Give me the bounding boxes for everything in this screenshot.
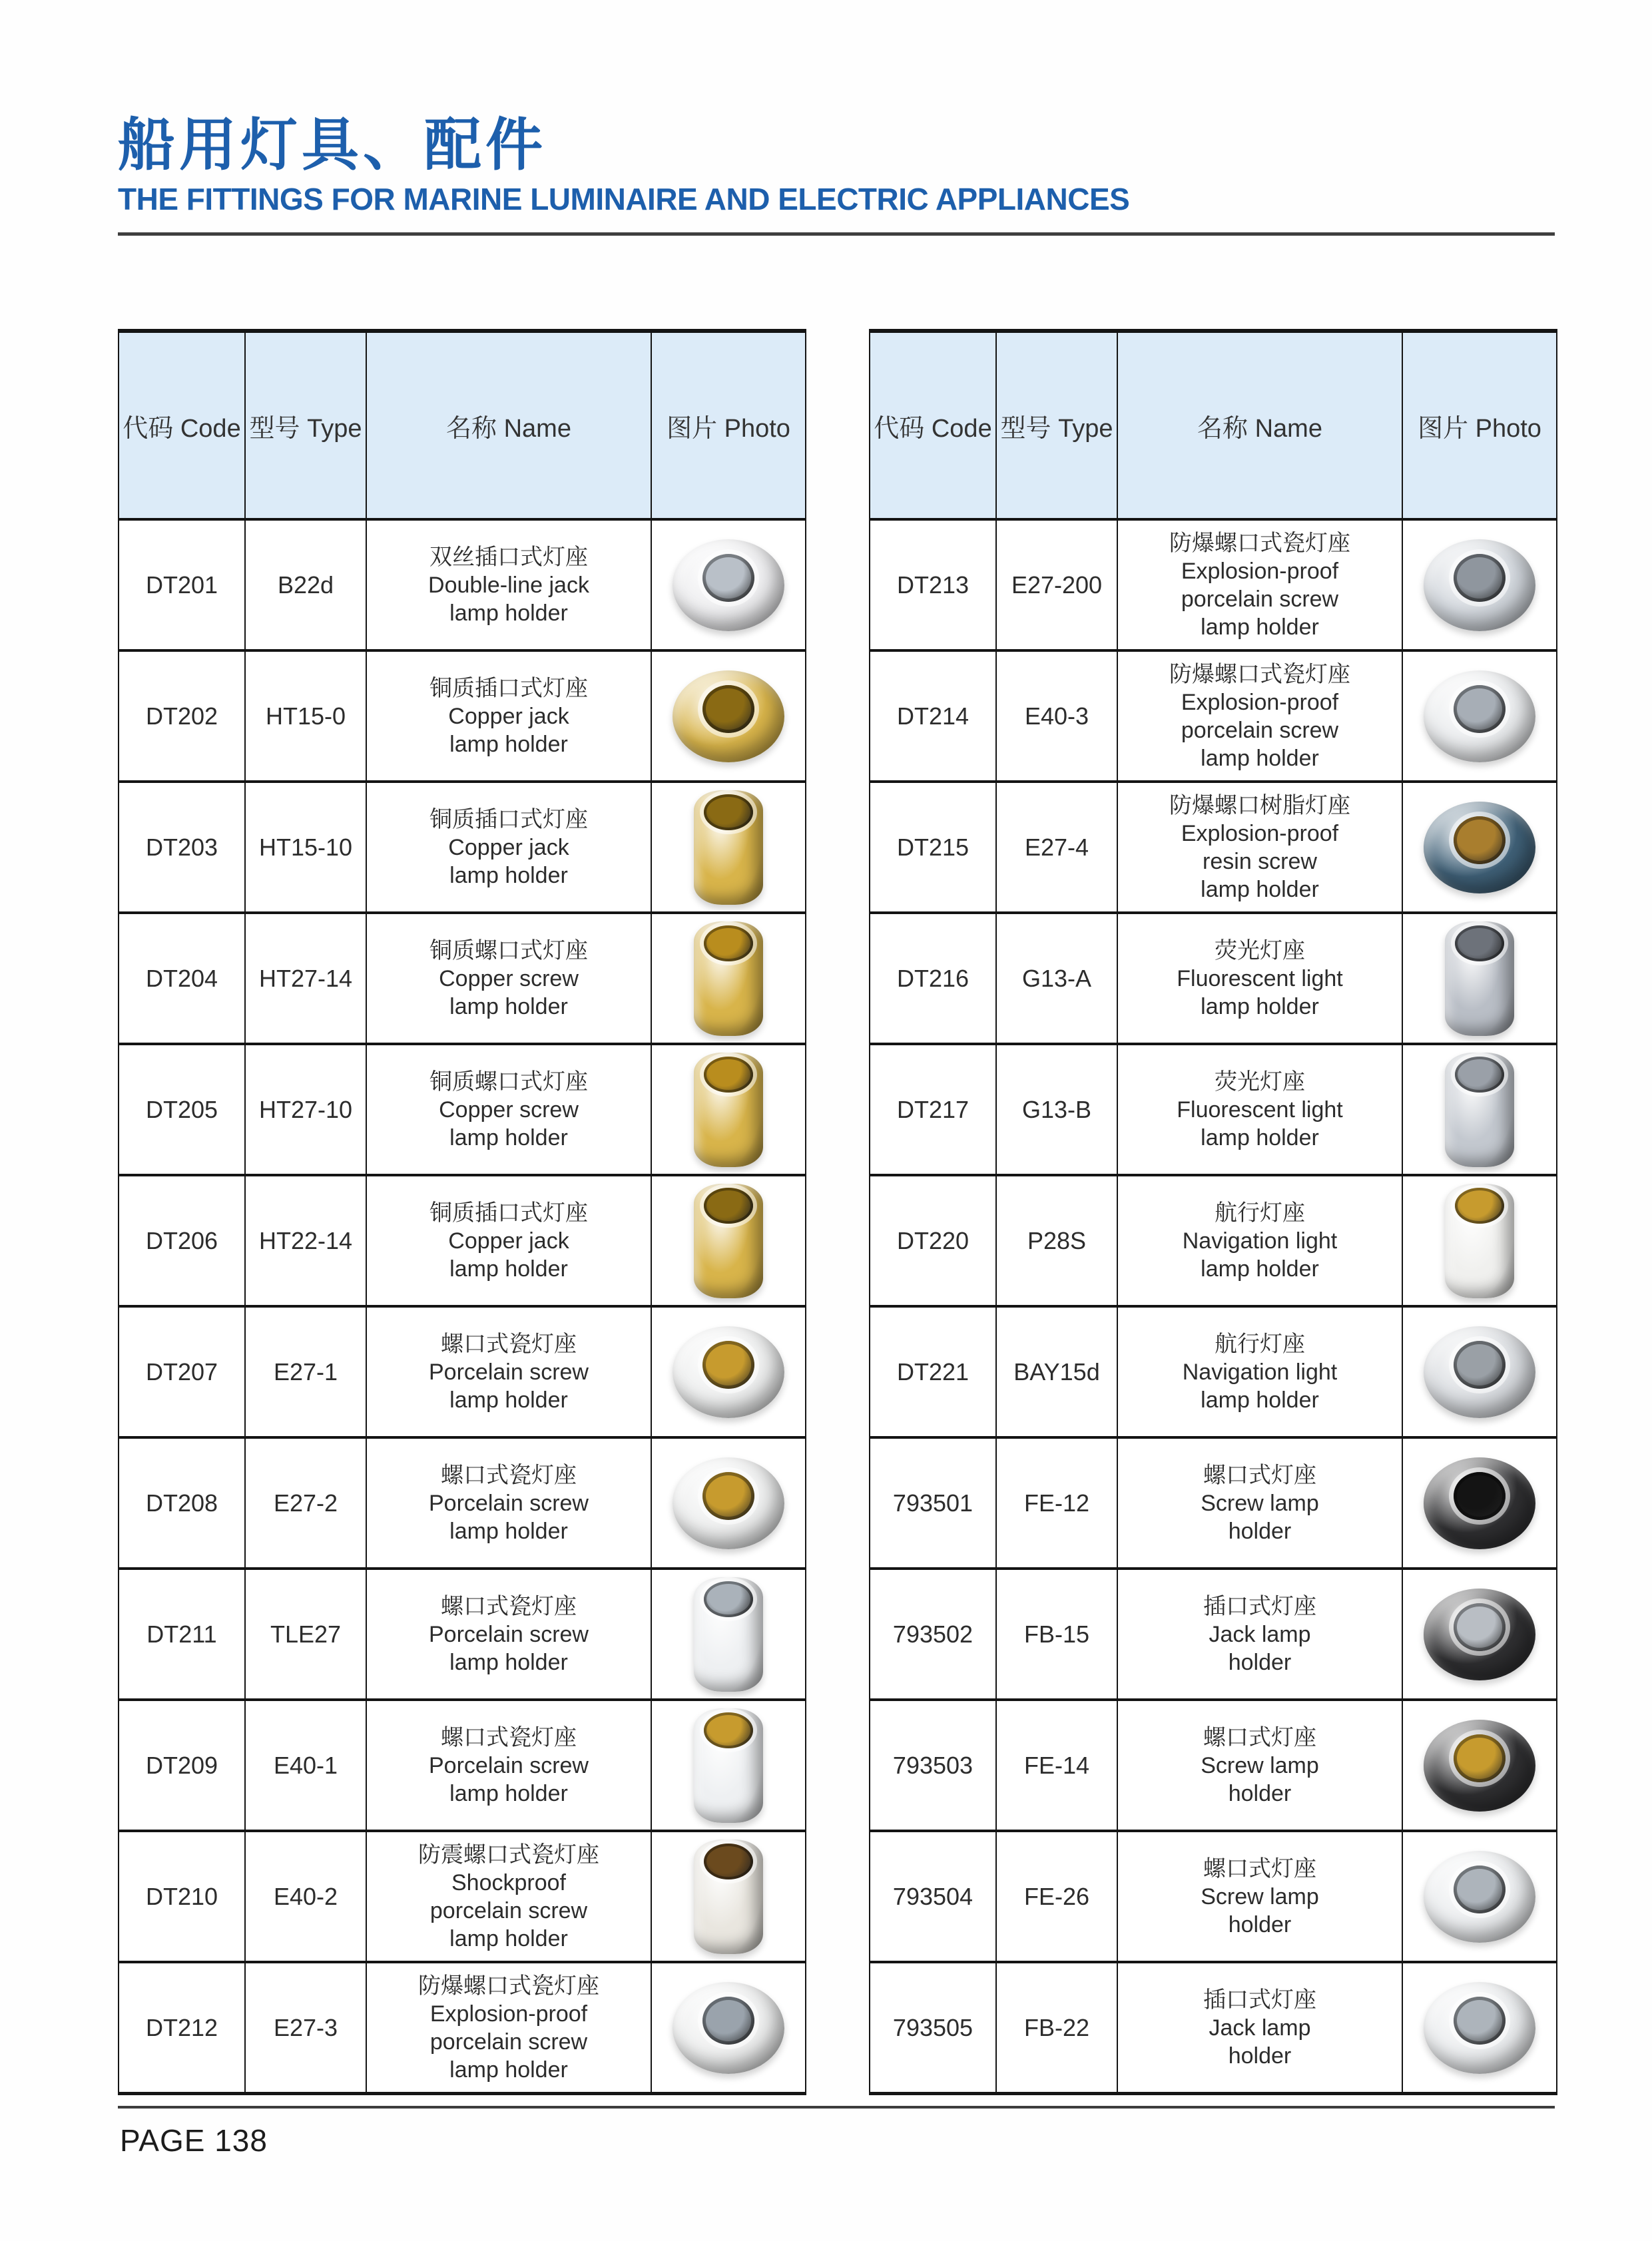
header-cell-photo: 图片 Photo <box>1402 333 1556 518</box>
table-row <box>870 1174 1556 1305</box>
lamp-socket-opening <box>1455 925 1504 961</box>
code-cell: DT201 <box>145 571 218 599</box>
lamp-socket-opening <box>1455 1057 1504 1093</box>
table-body <box>119 518 805 2092</box>
name-cell <box>1117 652 1402 780</box>
name-en-line: Screw lamp <box>1201 1752 1319 1778</box>
porcelain-screw-lamp-holder-photo <box>694 1708 763 1823</box>
name-en-line: lamp holder <box>449 731 568 757</box>
porcelain-screw-lamp-holder-photo <box>673 1457 784 1549</box>
name-en-line: Explosion-proof <box>1181 820 1339 846</box>
lamp-socket-opening <box>1454 1472 1506 1520</box>
code-cell: DT208 <box>145 1489 218 1517</box>
photo-cell <box>651 783 805 911</box>
table-row <box>870 1830 1556 1961</box>
name-cell <box>366 1701 651 1830</box>
white-jack-lamp-holder-photo <box>1424 1982 1535 2074</box>
name-cell <box>366 521 651 649</box>
catalog-table-right <box>869 329 1557 2095</box>
name-cn: 铜质螺口式灯座 <box>429 1069 588 1095</box>
name-cell <box>1117 1570 1402 1698</box>
photo-cell <box>1402 783 1556 911</box>
brass-jack-lamp-holder-photo <box>694 1184 763 1298</box>
table-row <box>870 1567 1556 1698</box>
name-en-line: Explosion-proof <box>1181 558 1339 584</box>
name-en-line: Navigation light <box>1182 1359 1338 1385</box>
type-cell: E27-3 <box>244 1963 366 2092</box>
name-en-line: holder <box>1228 1780 1292 1806</box>
name-cn: 插口式灯座 <box>1203 1987 1316 2013</box>
footer-divider <box>118 2106 1555 2109</box>
lamp-socket-opening <box>1454 1341 1506 1389</box>
table-row <box>870 1436 1556 1567</box>
name-en-line: Navigation light <box>1182 1228 1338 1254</box>
photo-cell <box>651 1701 805 1830</box>
photo-cell <box>651 1176 805 1305</box>
name-en-line: Double-line jack <box>428 572 589 598</box>
lamp-socket-opening <box>702 554 754 602</box>
explosion-proof-porcelain-screw-lamp-holder-photo <box>1424 539 1535 631</box>
code-cell: DT210 <box>145 1882 218 1910</box>
code-cell: DT209 <box>145 1751 218 1779</box>
name-en-line: lamp holder <box>449 600 568 626</box>
code-cell: DT207 <box>145 1358 218 1385</box>
photo-cell <box>651 1832 805 1961</box>
type-cell: E27-4 <box>995 783 1117 911</box>
code-cell: DT205 <box>145 1095 218 1123</box>
name-en-line: porcelain screw <box>429 2029 588 2055</box>
code-cell: 793502 <box>892 1620 973 1648</box>
name-en-line: porcelain screw <box>1181 717 1339 743</box>
photo-cell <box>1402 1963 1556 2092</box>
white-screw-lamp-holder-photo <box>1424 1851 1535 1943</box>
table-header-row <box>870 333 1556 518</box>
name-en-line: lamp holder <box>449 1518 568 1544</box>
name-en-line: Shockproof <box>451 1869 566 1895</box>
type-cell: HT15-0 <box>244 652 366 780</box>
lamp-socket-opening <box>1454 554 1506 602</box>
name-cn: 螺口式瓷灯座 <box>441 1593 577 1619</box>
table-row <box>119 1305 805 1436</box>
code-cell: 793505 <box>892 2013 973 2041</box>
table-row <box>119 1436 805 1567</box>
type-cell: E27-2 <box>244 1439 366 1567</box>
brass-screw-lamp-holder-photo <box>694 1053 763 1167</box>
type-cell: P28S <box>995 1176 1117 1305</box>
name-cell <box>1117 914 1402 1043</box>
type-cell: HT27-14 <box>244 914 366 1043</box>
type-cell: FE-26 <box>995 1832 1117 1961</box>
name-cn: 螺口式瓷灯座 <box>441 1462 577 1488</box>
explosion-proof-resin-screw-lamp-holder-photo <box>1424 802 1535 893</box>
name-en-line: lamp holder <box>1201 876 1319 902</box>
type-cell: E40-3 <box>995 652 1117 780</box>
code-cell: DT204 <box>145 964 218 992</box>
name-cell <box>1117 1308 1402 1436</box>
lamp-socket-opening <box>1454 1734 1506 1782</box>
name-cn: 螺口式瓷灯座 <box>441 1331 577 1357</box>
name-en-line: Porcelain screw <box>429 1621 589 1647</box>
table-row <box>119 1830 805 1961</box>
photo-cell <box>1402 1045 1556 1174</box>
lamp-socket-opening <box>1454 1866 1506 1913</box>
photo-cell <box>1402 1570 1556 1698</box>
name-cell <box>366 1570 651 1698</box>
name-en-line: lamp holder <box>449 1925 568 1951</box>
name-en-line: lamp holder <box>449 1124 568 1150</box>
type-cell: FE-12 <box>995 1439 1117 1567</box>
name-cn: 铜质螺口式灯座 <box>429 937 588 963</box>
header-cell-code: 代码 Code <box>870 333 995 518</box>
lamp-socket-opening <box>704 1057 753 1093</box>
name-en-line: Fluorescent light <box>1177 1097 1343 1122</box>
navigation-lamp-holder-photo <box>1445 1184 1514 1298</box>
table-row <box>870 518 1556 649</box>
name-en-line: lamp holder <box>1201 745 1319 771</box>
lamp-socket-opening <box>1454 816 1506 864</box>
type-cell: FE-14 <box>995 1701 1117 1830</box>
table-row <box>870 1961 1556 2092</box>
header-divider <box>118 232 1555 236</box>
photo-cell <box>651 1308 805 1436</box>
name-cn: 航行灯座 <box>1215 1200 1305 1226</box>
porcelain-screw-lamp-holder-photo <box>694 1577 763 1692</box>
name-cell <box>366 1045 651 1174</box>
table-row <box>870 649 1556 780</box>
fluorescent-lamp-holder-photo <box>1445 1053 1514 1167</box>
lamp-socket-opening <box>1454 685 1506 733</box>
name-en-line: resin screw <box>1203 848 1317 874</box>
brass-jack-lamp-holder-photo <box>694 790 763 905</box>
type-cell: FB-22 <box>995 1963 1117 2092</box>
table-row <box>870 1698 1556 1830</box>
code-cell: DT211 <box>146 1620 217 1648</box>
explosion-proof-porcelain-screw-lamp-holder-photo <box>673 1982 784 2074</box>
header-cell-code: 代码 Code <box>119 333 244 518</box>
table-row <box>119 1961 805 2092</box>
name-cell <box>1117 1439 1402 1567</box>
explosion-proof-porcelain-screw-lamp-holder-photo <box>1424 670 1535 762</box>
name-cn: 荧光灯座 <box>1215 1069 1305 1095</box>
name-en-line: Copper screw <box>439 1097 579 1122</box>
name-cn: 防爆螺口式瓷灯座 <box>1169 530 1350 556</box>
header-cell-name: 名称 Name <box>366 333 651 518</box>
name-en-line: lamp holder <box>449 1649 568 1675</box>
name-en-line: lamp holder <box>449 1256 568 1282</box>
code-cell: DT215 <box>896 833 969 861</box>
name-cell <box>366 783 651 911</box>
fluorescent-lamp-holder-photo <box>1445 921 1514 1036</box>
name-en-line: holder <box>1228 1649 1292 1675</box>
table-row <box>870 911 1556 1043</box>
table-row <box>119 649 805 780</box>
type-cell: HT15-10 <box>244 783 366 911</box>
name-en-line: Jack lamp <box>1209 1621 1311 1647</box>
name-cell <box>366 1439 651 1567</box>
photo-cell <box>651 914 805 1043</box>
name-en-line: Copper jack <box>448 1228 569 1254</box>
type-cell: G13-B <box>995 1045 1117 1174</box>
name-en-line: lamp holder <box>449 1387 568 1413</box>
name-cn: 螺口式灯座 <box>1203 1856 1316 1881</box>
brass-jack-lamp-holder-photo <box>673 670 784 762</box>
photo-cell <box>651 521 805 649</box>
type-cell: E40-2 <box>244 1832 366 1961</box>
type-cell: G13-A <box>995 914 1117 1043</box>
name-en-line: Jack lamp <box>1209 2015 1311 2041</box>
name-cn: 荧光灯座 <box>1215 937 1305 963</box>
name-en-line: Porcelain screw <box>429 1490 589 1516</box>
code-cell: DT203 <box>145 833 218 861</box>
type-cell: TLE27 <box>244 1570 366 1698</box>
name-cn: 双丝插口式灯座 <box>429 544 588 570</box>
table-row <box>119 1698 805 1830</box>
code-cell: DT217 <box>896 1095 969 1123</box>
type-cell: HT22-14 <box>244 1176 366 1305</box>
table-row <box>119 518 805 649</box>
name-en-line: porcelain screw <box>1181 586 1339 612</box>
name-cell <box>366 1308 651 1436</box>
type-cell: E40-1 <box>244 1701 366 1830</box>
name-en-line: Porcelain screw <box>429 1752 589 1778</box>
navigation-lamp-holder-photo <box>1424 1326 1535 1418</box>
name-en-line: Screw lamp <box>1201 1490 1319 1516</box>
name-cell <box>366 652 651 780</box>
code-cell: DT216 <box>896 964 969 992</box>
black-jack-lamp-holder-photo <box>1424 1589 1535 1680</box>
photo-cell <box>1402 914 1556 1043</box>
name-en-line: holder <box>1228 1518 1292 1544</box>
name-en-line: holder <box>1228 1911 1292 1937</box>
name-cn: 防爆螺口式瓷灯座 <box>418 1973 599 1999</box>
name-cell <box>1117 521 1402 649</box>
page-title: 船用灯具、配件 <box>118 113 547 177</box>
name-cn: 航行灯座 <box>1215 1331 1305 1357</box>
name-en-line: Fluorescent light <box>1177 965 1343 991</box>
header-cell-type: 型号 Type <box>995 333 1117 518</box>
page-number: PAGE 138 <box>120 2123 268 2158</box>
photo-cell <box>1402 1701 1556 1830</box>
table-row <box>119 911 805 1043</box>
name-cn: 防震螺口式瓷灯座 <box>418 1842 599 1868</box>
code-cell: DT202 <box>145 702 218 730</box>
photo-cell <box>651 1439 805 1567</box>
code-cell: 793501 <box>892 1489 973 1517</box>
name-en-line: Copper screw <box>439 965 579 991</box>
name-en-line: lamp holder <box>449 862 568 888</box>
table-row <box>119 1043 805 1174</box>
lamp-socket-opening <box>704 925 753 961</box>
name-cn: 防爆螺口式瓷灯座 <box>1169 661 1350 687</box>
lamp-socket-opening <box>704 1844 753 1879</box>
table-body <box>870 518 1556 2092</box>
name-en-line: lamp holder <box>1201 1387 1319 1413</box>
table-row <box>870 1305 1556 1436</box>
catalog-table-left <box>118 329 806 2095</box>
type-cell: B22d <box>244 521 366 649</box>
code-cell: DT221 <box>896 1358 969 1385</box>
header-cell-photo: 图片 Photo <box>651 333 805 518</box>
photo-cell <box>1402 1176 1556 1305</box>
name-cn: 铜质插口式灯座 <box>429 806 588 832</box>
name-cn: 插口式灯座 <box>1203 1593 1316 1619</box>
name-en-line: lamp holder <box>1201 1256 1319 1282</box>
header-cell-type: 型号 Type <box>244 333 366 518</box>
black-screw-lamp-holder-photo <box>1424 1457 1535 1549</box>
photo-cell <box>1402 652 1556 780</box>
name-en-line: holder <box>1228 2043 1292 2069</box>
lamp-socket-opening <box>702 685 754 733</box>
name-en-line: lamp holder <box>1201 1124 1319 1150</box>
photo-cell <box>1402 1308 1556 1436</box>
lamp-socket-opening <box>704 794 753 830</box>
photo-cell <box>1402 521 1556 649</box>
name-cn: 防爆螺口树脂灯座 <box>1169 792 1350 818</box>
lamp-socket-opening <box>1455 1188 1504 1224</box>
photo-cell <box>651 1045 805 1174</box>
name-cell <box>1117 1176 1402 1305</box>
name-cn: 螺口式瓷灯座 <box>441 1724 577 1750</box>
white-jack-lamp-holder-photo <box>673 539 784 631</box>
name-cell <box>1117 1832 1402 1961</box>
black-screw-lamp-holder-photo <box>1424 1720 1535 1812</box>
lamp-socket-opening <box>702 1997 754 2045</box>
name-cell <box>1117 1045 1402 1174</box>
name-cn: 螺口式灯座 <box>1203 1462 1316 1488</box>
code-cell: DT212 <box>145 2013 218 2041</box>
table-row <box>119 1174 805 1305</box>
name-cell <box>1117 1963 1402 2092</box>
photo-cell <box>1402 1832 1556 1961</box>
name-en-line: Explosion-proof <box>429 2001 588 2027</box>
name-cn: 铜质插口式灯座 <box>429 1200 588 1226</box>
name-cell <box>366 1963 651 2092</box>
type-cell: FB-15 <box>995 1570 1117 1698</box>
page-subtitle: THE FITTINGS FOR MARINE LUMINAIRE AND ELECTRIC APPLIANCES <box>118 182 1130 216</box>
name-cell <box>366 1176 651 1305</box>
name-cn: 螺口式灯座 <box>1203 1724 1316 1750</box>
code-cell: 793503 <box>892 1751 973 1779</box>
name-en-line: lamp holder <box>1201 993 1319 1019</box>
name-cell <box>1117 1701 1402 1830</box>
name-en-line: lamp holder <box>449 1780 568 1806</box>
header-cell-name: 名称 Name <box>1117 333 1402 518</box>
type-cell: BAY15d <box>995 1308 1117 1436</box>
name-en-line: lamp holder <box>449 2057 568 2083</box>
name-en-line: lamp holder <box>1201 614 1319 640</box>
name-en-line: lamp holder <box>449 993 568 1019</box>
name-en-line: Copper jack <box>448 834 569 860</box>
code-cell: DT220 <box>896 1226 969 1254</box>
name-cell <box>366 1832 651 1961</box>
lamp-socket-opening <box>704 1188 753 1224</box>
type-cell: E27-200 <box>995 521 1117 649</box>
table-row <box>870 1043 1556 1174</box>
type-cell: HT27-10 <box>244 1045 366 1174</box>
code-cell: DT213 <box>896 571 969 599</box>
lamp-socket-opening <box>704 1712 753 1748</box>
lamp-socket-opening <box>704 1581 753 1617</box>
porcelain-screw-lamp-holder-photo <box>673 1326 784 1418</box>
name-en-line: Porcelain screw <box>429 1359 589 1385</box>
code-cell: DT214 <box>896 702 969 730</box>
name-en-line: porcelain screw <box>429 1897 588 1923</box>
photo-cell <box>1402 1439 1556 1567</box>
photo-cell <box>651 652 805 780</box>
lamp-socket-opening <box>702 1341 754 1389</box>
shockproof-porcelain-screw-lamp-holder-photo <box>694 1840 763 1954</box>
name-cn: 铜质插口式灯座 <box>429 675 588 701</box>
code-cell: DT206 <box>145 1226 218 1254</box>
type-cell: E27-1 <box>244 1308 366 1436</box>
lamp-socket-opening <box>702 1472 754 1520</box>
table-row <box>119 1567 805 1698</box>
table-row <box>119 780 805 911</box>
name-en-line: Copper jack <box>448 703 569 729</box>
table-header-row <box>119 333 805 518</box>
lamp-socket-opening <box>1454 1997 1506 2045</box>
name-en-line: Explosion-proof <box>1181 689 1339 715</box>
name-cell <box>1117 783 1402 911</box>
brass-screw-lamp-holder-photo <box>694 921 763 1036</box>
photo-cell <box>651 1963 805 2092</box>
lamp-socket-opening <box>1454 1603 1506 1651</box>
photo-cell <box>651 1570 805 1698</box>
code-cell: 793504 <box>892 1882 973 1910</box>
name-cell <box>366 914 651 1043</box>
table-row <box>870 780 1556 911</box>
name-en-line: Screw lamp <box>1201 1883 1319 1909</box>
